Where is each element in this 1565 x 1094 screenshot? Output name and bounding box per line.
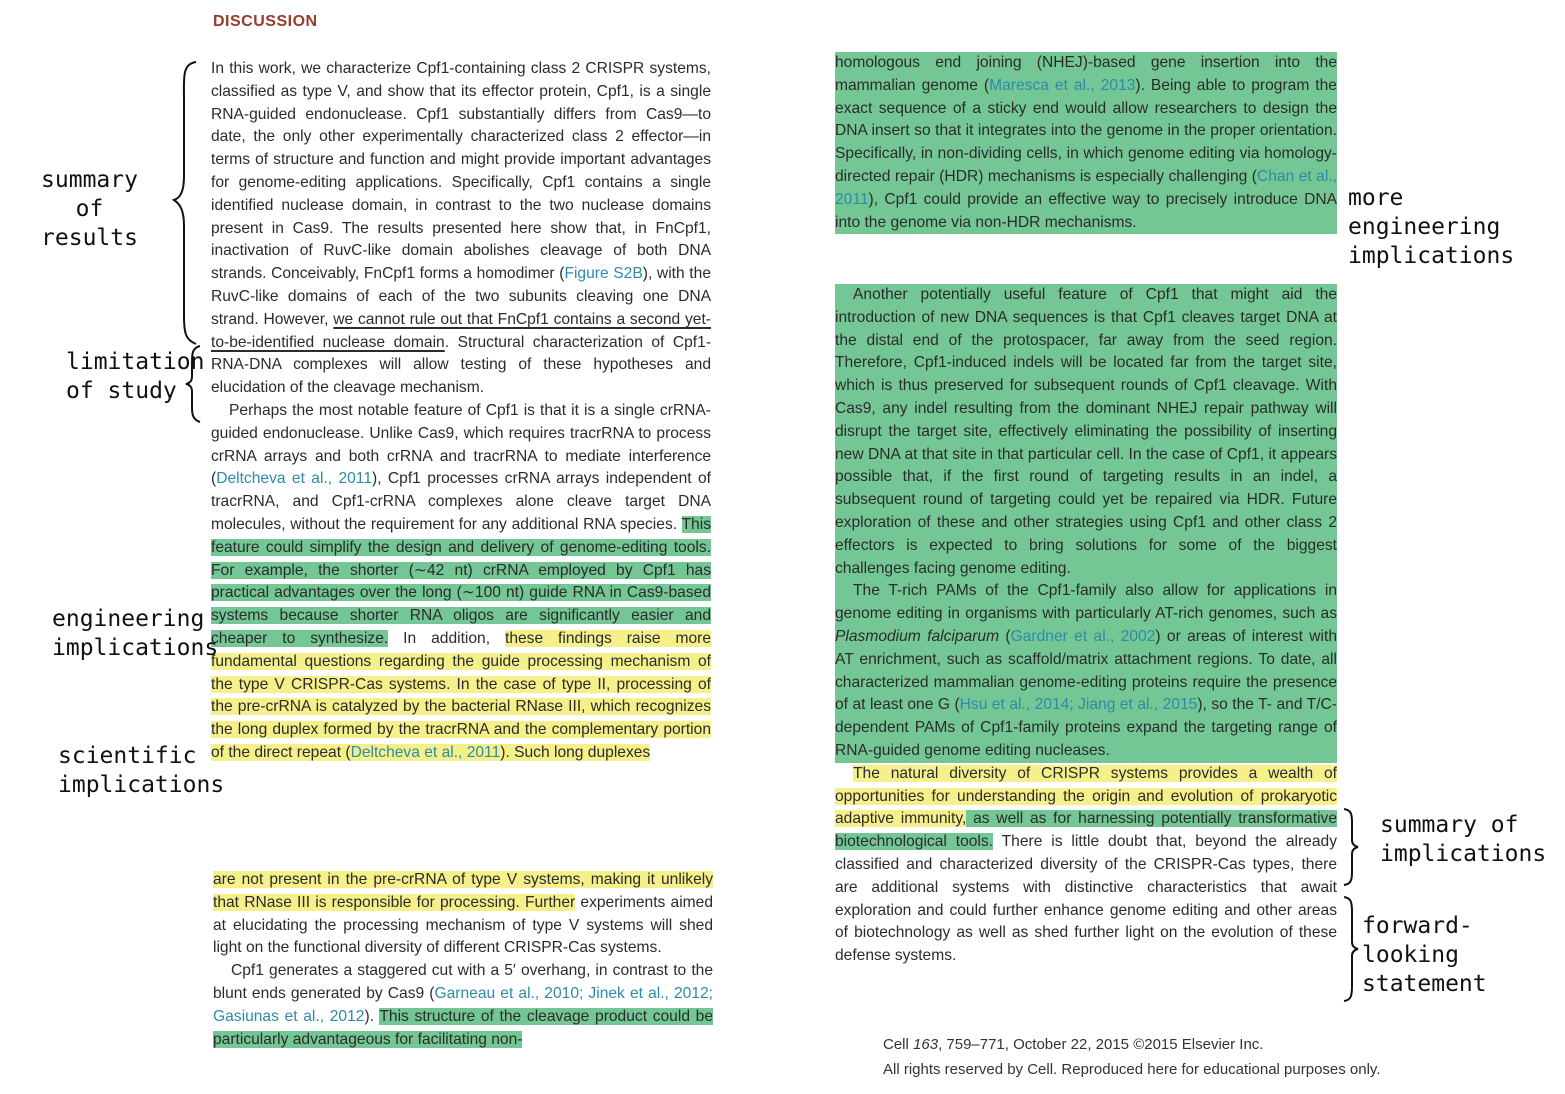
citation-link[interactable]: Gardner et al., 2002 (1010, 627, 1156, 645)
annotation-limitation: limitation of study (66, 349, 205, 404)
underlined-limitation: we cannot rule out that FnCpf1 contains a second yet-to-be-identified nuclease domain (211, 310, 711, 351)
annotation-summary-results: summary of results (41, 167, 138, 251)
green-highlight: as well as for harnessing potentially transformative biotechnological tools. (835, 810, 1337, 851)
right-column-block2 (835, 284, 1337, 968)
brace-forward-looking (1342, 894, 1362, 1004)
brace-limitation (184, 342, 204, 426)
left-column-bottom (213, 869, 713, 1051)
left-column-top (211, 58, 711, 765)
annotation-more-engineering: more engineering implications (1348, 185, 1515, 269)
yellow-highlight: ). Such long duplexes (500, 743, 651, 761)
citation-link[interactable]: Deltcheva et al., 2011 (216, 470, 372, 488)
paragraph-staggered-cut: Cpf1 generates a staggered cut with a 5′ overhang, in contrast to the blunt ends generated by Cas9 (Garneau et al., 2010; Jinek et al., 2012; Gasiunas et al., 2012). This structure of the cleavage product could be particularly advantageous for facilitating non- (213, 962, 714, 1048)
citation-link[interactable]: Deltcheva et al., 2011 (350, 743, 501, 761)
rights-notice: All rights reserved by Cell. Reproduced here for educational purposes only. (883, 1061, 1381, 1078)
paragraph-summary: In this work, we characterize Cpf1-containing class 2 CRISPR systems, classified as type V, and show that its effector protein, Cpf1, is a single RNA-guided endonuclease. Cpf1 substantially differs from Cas9—to date, the only other experimentally characterized class 2 effector—in terms of structure and function and might provide important advantages for genome-editing applications. Specifically, Cpf1 contains a single identified nuclease domain, in contrast to the two nuclease domains present in Cas9. The results presented here show that, in FnCpf1, inactivation of RuvC-like domain abolishes cleavage of both DNA strands. Conceivably, FnCpf1 forms a homodimer (Figure S2B), with the RuvC-like domains of each of the two subunits cleaving one DNA strand. However, we cannot rule out that FnCpf1 contains a second yet-to-be-identified nuclease domain. Structural characterization of Cpf1-RNA-DNA complexes will allow testing of these hypotheses and elucidation of the cleavage mechanism. (211, 60, 712, 397)
citation-footer: Cell 163, 759–771, October 22, 2015 ©2015 Elsevier Inc. (883, 1036, 1264, 1053)
citation-link[interactable]: Figure S2B (564, 265, 643, 283)
paragraph-conclusion: The natural diversity of CRISPR systems provides a wealth of opportunities for understanding the origin and evolution of prokaryotic adaptive immunity, as well as for harnessing potentially transformative biotechnological tools. There is little doubt that, beyond the already classified and characterized diversity of the CRISPR-Cas types, there are additional systems with distinctive characteristics that await exploration and could further enhance genome editing and other areas of biotechnology as well as shed further light on the evolution of these defense systems. (835, 764, 1337, 965)
citation-link[interactable]: Hsu et al., 2014; Jiang et al., 2015 (959, 696, 1198, 714)
citation-link[interactable]: Maresca et al., 2013 (989, 76, 1136, 94)
brace-summary-implications (1342, 806, 1362, 888)
green-highlight: This feature could simplify the design and delivery of genome-editing tools. For example, the shorter (∼42 nt) crRNA employed by Cpf1 has practical advantages over the long (∼100 nt) guide RNA in Cas9-based systems because shorter RNA oligos are significantly easier and cheaper to synthesize. (211, 515, 711, 647)
annotation-summary-implications: summary of implications (1380, 812, 1547, 867)
annotation-scientific: scientific implications (58, 743, 225, 798)
paragraph-processing: are not present in the pre-crRNA of type V systems, making it unlikely that RNase III is responsible for processing. Further experiments aimed at elucidating the processing mechanism of type V systems will shed light on the functional diversity of different CRISPR-Cas systems. (213, 871, 714, 957)
brace-summary-results (170, 58, 200, 348)
citation-link[interactable]: Garneau et al., 2010; Jinek et al., 2012; Gasiunas et al., 2012 (213, 984, 713, 1025)
citation-link[interactable]: Chan et al., 2011 (835, 167, 1337, 208)
paragraph-distal-cleavage: Another potentially useful feature of Cpf1 that might aid the introduction of new DNA sequences is that Cpf1 cleaves target DNA at the distal end of the protospacer, far away from the seed region. Therefore, Cpf1-induced indels will be located far from the target site, which is thus preserved for subsequent rounds of Cpf1 cleavage. With Cas9, any indel resulting from the dominant NHEJ repair pathway will disrupt the target site, effectively eliminating the possibility of inserting new DNA at that site in that particular cell. In the case of Cpf1, it appears possible that, if the first round of targeting results in an indel, a subsequent round of targeting could yet be repaired via HDR. Future exploration of these and other strategies using Cpf1 and other class 2 effectors is expected to bring solutions for some of the biggest challenges facing genome editing. (835, 284, 1337, 580)
yellow-highlight: The natural diversity of CRISPR systems provides a wealth of opportunities for understanding the origin and evolution of prokaryotic adaptive immunity, (835, 764, 1337, 828)
yellow-highlight: are not present in the pre-crRNA of type V systems, making it unlikely that RNase III is responsible for processing. Further (213, 871, 713, 911)
paragraph-nhej: homologous end joining (NHEJ)-based gene insertion into the mammalian genome (Maresca et al., 2013). Being able to program the exact sequence of a sticky end would allow researchers to design the DNA insert so that it integrates into the genome in the proper orientation. Specifically, in non-dividing cells, in which genome editing via homology-directed repair (HDR) mechanisms is especially challenging (Chan et al., 2011), Cpf1 could provide an effective way to precisely introduce DNA into the genome via non-HDR mechanisms. (835, 52, 1337, 234)
green-highlight: This structure of the cleavage product could be particularly advantageous for facilitating non- (213, 1007, 714, 1048)
annotation-forward-looking: forward-looking statement (1362, 913, 1487, 997)
paragraph-pam: The T-rich PAMs of the Cpf1-family also allow for applications in genome editing in organisms with particularly AT-rich genomes, such as Plasmodium falciparum (Gardner et al., 2002) or areas of interest with AT enrichment, such as scaffold/matrix attachment regions. To date, all characterized mammalian genome-editing proteins require the presence of at least one G (Hsu et al., 2014; Jiang et al., 2015), so the T- and T/C-dependent PAMs of Cpf1-family proteins expand the targeting range of RNA-guided genome editing nucleases. (835, 580, 1337, 762)
paragraph-crrna: Perhaps the most notable feature of Cpf1 is that it is a single crRNA-guided endonuclease. Unlike Cas9, which requires tracrRNA to process crRNA arrays and both crRNA and tracrRNA to mediate interference (Deltcheva et al., 2011), Cpf1 processes crRNA arrays independent of tracrRNA, and Cpf1-crRNA complexes alone cleave target DNA molecules, without the requirement for any additional RNA species. This feature could simplify the design and delivery of genome-editing tools. For example, the shorter (∼42 nt) crRNA employed by Cpf1 has practical advantages over the long (∼100 nt) guide RNA in Cas9-based systems because shorter RNA oligos are significantly easier and cheaper to synthesize. In addition, these findings raise more fundamental questions regarding the guide processing mechanism of the type V CRISPR-Cas systems. In the case of type II, processing of the pre-crRNA is catalyzed by the bacterial RNase III, which recognizes the long duplex formed by the tracrRNA and the complementary portion of the direct repeat (Deltcheva et al., 2011). Such long duplexes (211, 401, 711, 761)
yellow-highlight: these findings raise more fundamental questions regarding the guide processing mechanism of the type V CRISPR-Cas systems. In the case of type II, processing of the pre-crRNA is catalyzed by the bacterial RNase III, which recognizes the long duplex formed by the tracrRNA and the complementary portion of the direct repeat ( (211, 629, 711, 761)
right-column-block1 (835, 52, 1337, 234)
annotation-engineering: engineering implications (52, 606, 219, 661)
section-heading: DISCUSSION (213, 13, 318, 30)
